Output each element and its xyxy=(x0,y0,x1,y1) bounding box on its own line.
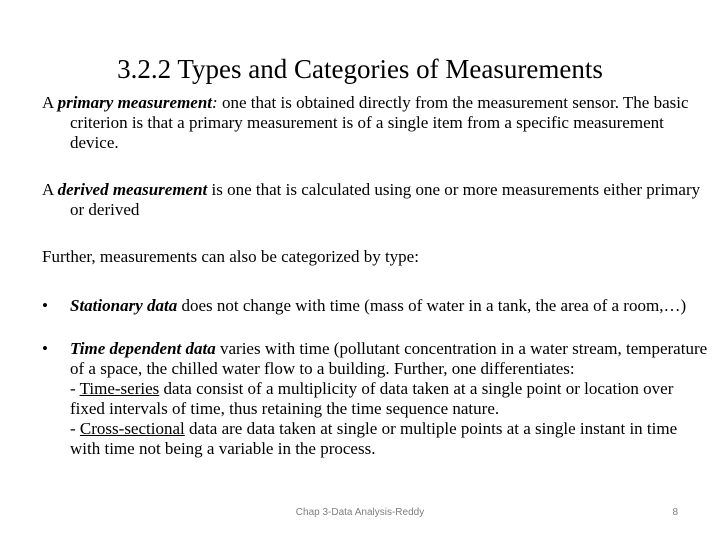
bullet-symbol: • xyxy=(42,296,48,315)
cross-sectional-dash: - xyxy=(70,419,80,438)
primary-definition: one that is obtained directly from the measurement sensor. The basic criterion is that a primary measurement is of a single item from a specific measurement device. xyxy=(70,93,689,152)
time-dependent-data-description: varies with time (pollutant concentration in a water stream, temperature of a space, the chilled water flow to a building. Further, one differentiates: xyxy=(70,339,708,378)
time-dependent-data-term: Time dependent data xyxy=(70,339,216,358)
time-series-term: Time-series xyxy=(79,379,160,398)
stationary-data-description: does not change with time (mass of water in a tank, the area of a room,…) xyxy=(177,296,687,315)
derived-measurement-paragraph xyxy=(42,180,710,220)
derived-lead: A xyxy=(42,180,58,199)
primary-measurement-term: primary measurement xyxy=(57,93,213,112)
cross-sectional-description: data are data taken at single or multiple points at a single instant in time with time not being a variable in the process. xyxy=(70,419,678,458)
time-series-item xyxy=(70,379,710,419)
time-series-description: data consist of a multiplicity of data taken at a single point or location over fixed intervals of time, thus retaining the time sequence nature. xyxy=(70,379,674,418)
further-paragraph: Further, measurements can also be categorized by type: xyxy=(42,247,419,266)
derived-measurement-term: derived measurement xyxy=(57,180,208,199)
bullet-symbol: • xyxy=(42,339,48,358)
primary-colon: : xyxy=(212,93,218,112)
cross-sectional-term: Cross-sectional xyxy=(79,419,185,438)
derived-definition: is one that is calculated using one or more measurements either primary or derived xyxy=(70,180,701,219)
footer-page-number: 8 xyxy=(672,507,678,518)
stationary-data-term: Stationary data xyxy=(70,296,178,315)
footer-chapter-label: Chap 3-Data Analysis-Reddy xyxy=(295,507,425,518)
slide-title: 3.2.2 Types and Categories of Measurements xyxy=(117,54,603,84)
primary-measurement-paragraph xyxy=(42,93,710,153)
primary-lead: A xyxy=(42,93,58,112)
time-series-dash: - xyxy=(70,379,80,398)
cross-sectional-item xyxy=(70,419,710,459)
bullet-stationary-data xyxy=(42,296,710,316)
bullet-time-dependent-data xyxy=(42,339,710,459)
